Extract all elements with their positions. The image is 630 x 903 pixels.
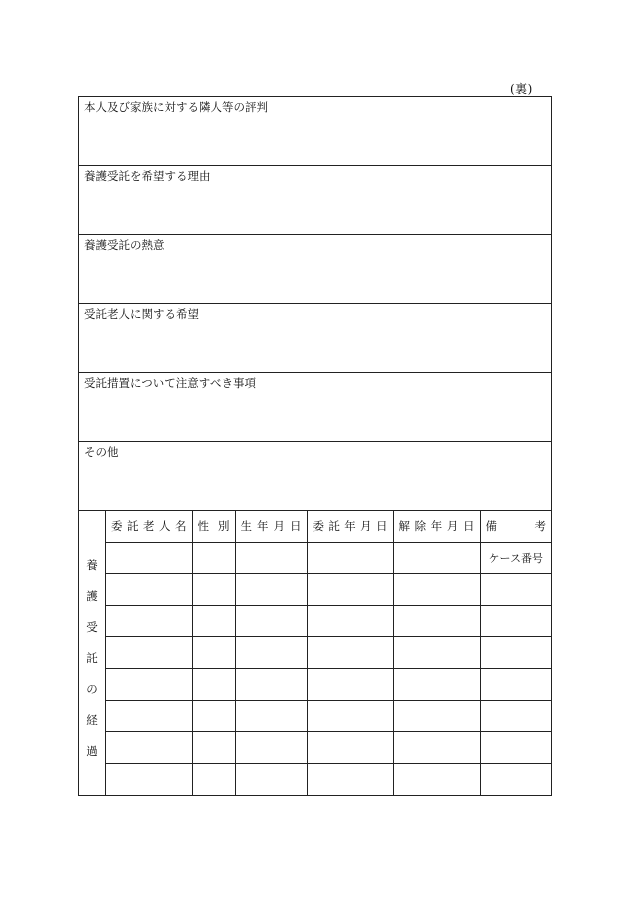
side-label-char: の [86, 682, 98, 696]
table-cell[interactable] [307, 605, 393, 637]
history-table [106, 511, 551, 795]
page-side-marker: (裏) [510, 82, 533, 96]
column-header-elder-name: 委託老人名 [106, 511, 192, 542]
column-header-release-date: 解除年月日 [393, 511, 480, 542]
table-cell[interactable] [393, 605, 480, 637]
table-cell[interactable] [480, 669, 551, 701]
table-cell[interactable] [192, 605, 235, 637]
side-label-char: 経 [86, 713, 98, 727]
table-cell[interactable] [480, 574, 551, 606]
table-cell[interactable] [192, 732, 235, 764]
side-label-char: 受 [86, 620, 98, 634]
table-row [106, 669, 551, 701]
table-cell[interactable] [106, 700, 192, 732]
table-cell[interactable] [393, 700, 480, 732]
section-notes-on-measures[interactable] [79, 373, 551, 442]
table-cell[interactable] [235, 542, 307, 574]
section-label: 本人及び家族に対する隣人等の評判 [84, 100, 268, 114]
table-cell[interactable] [480, 637, 551, 669]
side-label-char: 養 [86, 558, 98, 572]
section-other[interactable] [79, 442, 551, 511]
table-cell[interactable] [307, 637, 393, 669]
table-header-row [106, 511, 551, 542]
table-cell[interactable] [192, 700, 235, 732]
table-cell[interactable] [106, 574, 192, 606]
section-reason-for-request[interactable] [79, 166, 551, 235]
table-row [106, 732, 551, 764]
table-cell[interactable] [235, 574, 307, 606]
table-cell[interactable] [480, 700, 551, 732]
table-cell[interactable] [106, 637, 192, 669]
table-cell[interactable] [235, 763, 307, 795]
table-cell[interactable] [235, 605, 307, 637]
case-number-label: ケース番号 [480, 542, 551, 574]
table-cell[interactable] [192, 542, 235, 574]
table-cell[interactable] [106, 732, 192, 764]
table-cell[interactable] [393, 574, 480, 606]
table-cell[interactable] [307, 700, 393, 732]
table-cell[interactable] [106, 763, 192, 795]
table-row [106, 637, 551, 669]
table-cell[interactable] [192, 574, 235, 606]
table-row [106, 763, 551, 795]
table-cell[interactable] [235, 700, 307, 732]
section-label: 養護受託を希望する理由 [84, 169, 211, 183]
care-history-block [79, 511, 551, 795]
section-label: 受託老人に関する希望 [84, 307, 199, 321]
table-row [106, 605, 551, 637]
section-label: その他 [84, 445, 119, 459]
column-header-entrust-date: 委託年月日 [307, 511, 393, 542]
table-cell[interactable] [307, 669, 393, 701]
section-neighbor-reputation[interactable] [79, 97, 551, 166]
table-cell[interactable] [307, 732, 393, 764]
side-label-char: 過 [86, 744, 98, 758]
table-row [106, 700, 551, 732]
care-form [78, 96, 552, 796]
section-label: 受託措置について注意すべき事項 [84, 376, 257, 390]
table-cell[interactable] [192, 637, 235, 669]
column-header-remarks: 備考 [480, 511, 551, 542]
history-side-label [79, 511, 106, 795]
table-cell[interactable] [480, 732, 551, 764]
table-row [106, 574, 551, 606]
section-label: 養護受託の熱意 [84, 238, 165, 252]
table-cell[interactable] [307, 542, 393, 574]
table-cell[interactable] [393, 669, 480, 701]
table-cell[interactable] [393, 542, 480, 574]
side-label-char: 護 [86, 589, 98, 603]
table-cell[interactable] [235, 637, 307, 669]
table-cell[interactable] [393, 763, 480, 795]
side-label-char: 託 [86, 651, 98, 665]
table-cell[interactable] [106, 605, 192, 637]
table-row [106, 542, 551, 574]
table-cell[interactable] [235, 732, 307, 764]
table-cell[interactable] [235, 669, 307, 701]
table-cell[interactable] [480, 763, 551, 795]
table-cell[interactable] [307, 574, 393, 606]
table-cell[interactable] [307, 763, 393, 795]
table-cell[interactable] [393, 732, 480, 764]
column-header-sex: 性別 [192, 511, 235, 542]
section-enthusiasm[interactable] [79, 235, 551, 304]
section-elder-preference[interactable] [79, 304, 551, 373]
table-cell[interactable] [393, 637, 480, 669]
table-cell[interactable] [106, 542, 192, 574]
column-header-birth-date: 生年月日 [235, 511, 307, 542]
table-cell[interactable] [192, 669, 235, 701]
table-cell[interactable] [480, 605, 551, 637]
table-cell[interactable] [192, 763, 235, 795]
table-cell[interactable] [106, 669, 192, 701]
